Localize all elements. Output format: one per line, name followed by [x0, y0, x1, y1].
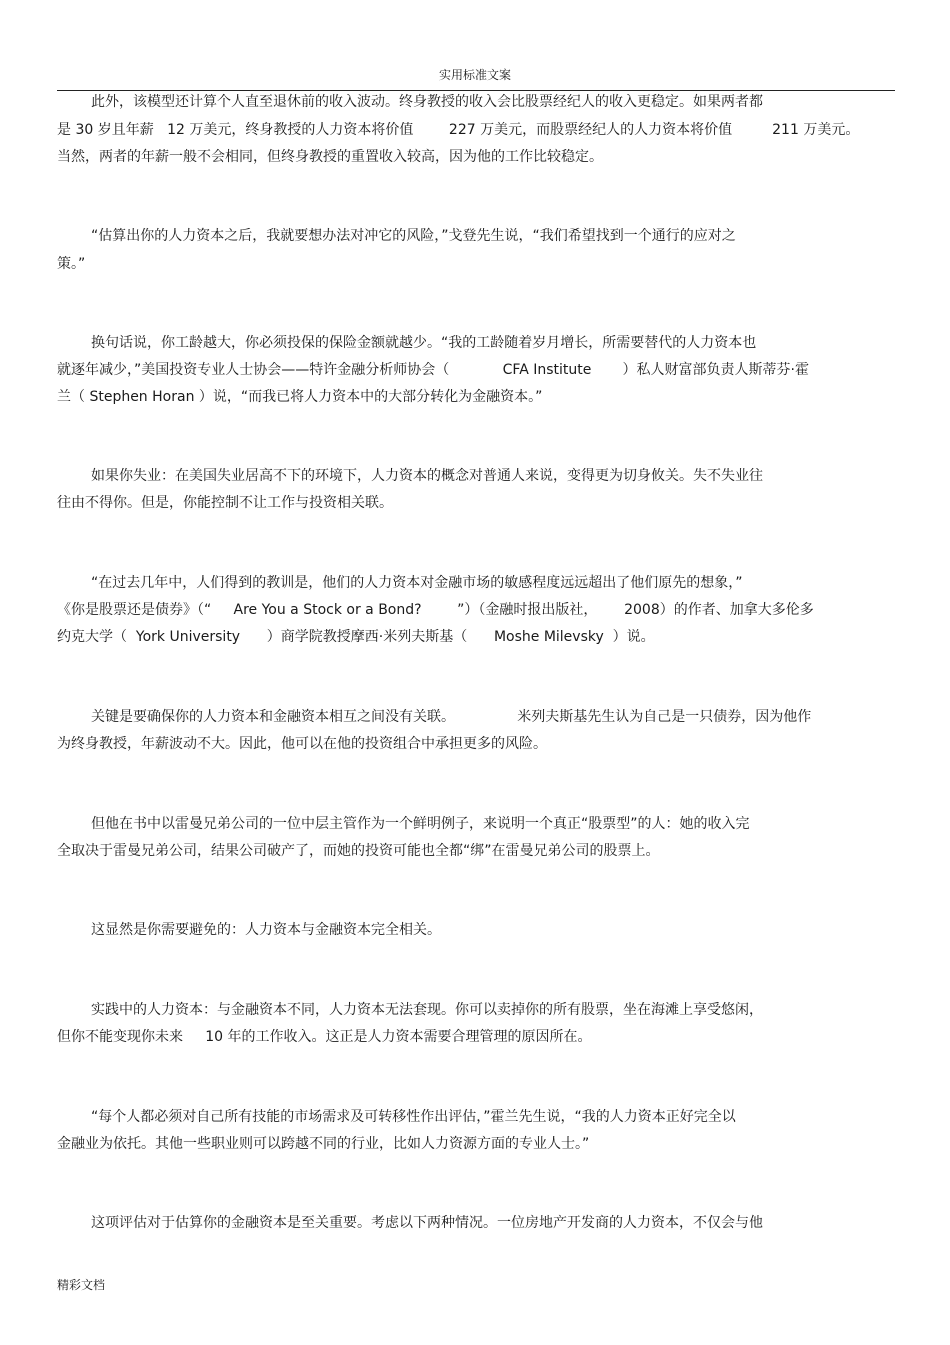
body-text-line: 兰（ Stephen Horan ）说，“而我已将人力资本中的大部分转化为金融资本。” — [57, 389, 543, 405]
body-text-line: 金融业为依托。其他一些职业则可以跨越不同的行业，比如人力资源方面的专业人士。” — [57, 1136, 590, 1152]
body-text-line: 是 30 岁且年薪 12 万美元，终身教授的人力资本将价值 227 万美元，而股票经纪人的人力资本将价值 211 万美元。 — [57, 122, 860, 138]
body-text-line: 换句话说，你工龄越大，你必须投保的保险金额就越少。“我的工龄随着岁月增长，所需要替代的人力资本也 — [91, 335, 757, 351]
body-text-line: 策。” — [57, 256, 86, 272]
body-text-line: 这显然是你需要避免的：人力资本与金融资本完全相关。 — [91, 922, 441, 938]
page-header-title: 实用标准文案 — [438, 68, 511, 82]
body-text-line: “每个人都必须对自己所有技能的市场需求及可转移性作出评估，”霍兰先生说，“我的人力资本正好完全以 — [91, 1109, 736, 1125]
body-text-line: 当然，两者的年薪一般不会相同，但终身教授的重置收入较高，因为他的工作比较稳定。 — [57, 149, 603, 165]
body-text-line: 关键是要确保你的人力资本和金融资本相互之间没有关联。 米列夫斯基先生认为自己是一只债券，因为他作 — [91, 709, 812, 725]
body-text-line: 《你是股票还是债券》（“ Are You a Stock or a Bond? ”）（金融时报出版社， 2008）的作者、加拿大多伦多 — [57, 602, 814, 618]
body-text-line: 往由不得你。但是，你能控制不让工作与投资相关联。 — [57, 495, 393, 511]
body-text-line: 实践中的人力资本：与金融资本不同，人力资本无法套现。你可以卖掉你的所有股票，坐在海滩上享受悠闲， — [91, 1002, 763, 1018]
body-text-line: 就逐年减少，”美国投资专业人士协会——特许金融分析师协会（ CFA Institute ）私人财富部负责人斯蒂芬·霍 — [57, 362, 809, 378]
body-text-line: 如果你失业：在美国失业居高不下的环境下，人力资本的概念对普通人来说，变得更为切身攸关。失不失业往 — [91, 468, 763, 484]
body-text-line: 全取决于雷曼兄弟公司，结果公司破产了，而她的投资可能也全都“绑”在雷曼兄弟公司的股票上。 — [57, 843, 660, 859]
body-text-line: 为终身教授，年薪波动不大。因此，他可以在他的投资组合中承担更多的风险。 — [57, 736, 547, 752]
body-text-line: 但他在书中以雷曼兄弟公司的一位中层主管作为一个鲜明例子，来说明一个真正“股票型”的人：她的收入完 — [91, 816, 750, 832]
body-text-line: “在过去几年中，人们得到的教训是，他们的人力资本对金融市场的敏感程度远远超出了他们原先的想象，” — [91, 575, 743, 591]
header-divider — [57, 90, 895, 91]
body-text-line: “估算出你的人力资本之后，我就要想办法对冲它的风险，”戈登先生说，“我们希望找到一个通行的应对之 — [91, 228, 736, 244]
body-text-line: 这项评估对于估算你的金融资本是至关重要。考虑以下两种情况。一位房地产开发商的人力资本，不仅会与他 — [91, 1215, 763, 1231]
page-footer-label: 精彩文档 — [57, 1278, 106, 1292]
body-text-line: 此外，该模型还计算个人直至退休前的收入波动。终身教授的收入会比股票经纪人的收入更稳定。如果两者都 — [91, 94, 763, 110]
body-text-line: 约克大学（ York University ）商学院教授摩西·米列夫斯基（ Moshe Milevsky ）说。 — [57, 629, 655, 645]
body-text-line: 但你不能变现你未来 10 年的工作收入。这正是人力资本需要合理管理的原因所在。 — [57, 1029, 592, 1045]
